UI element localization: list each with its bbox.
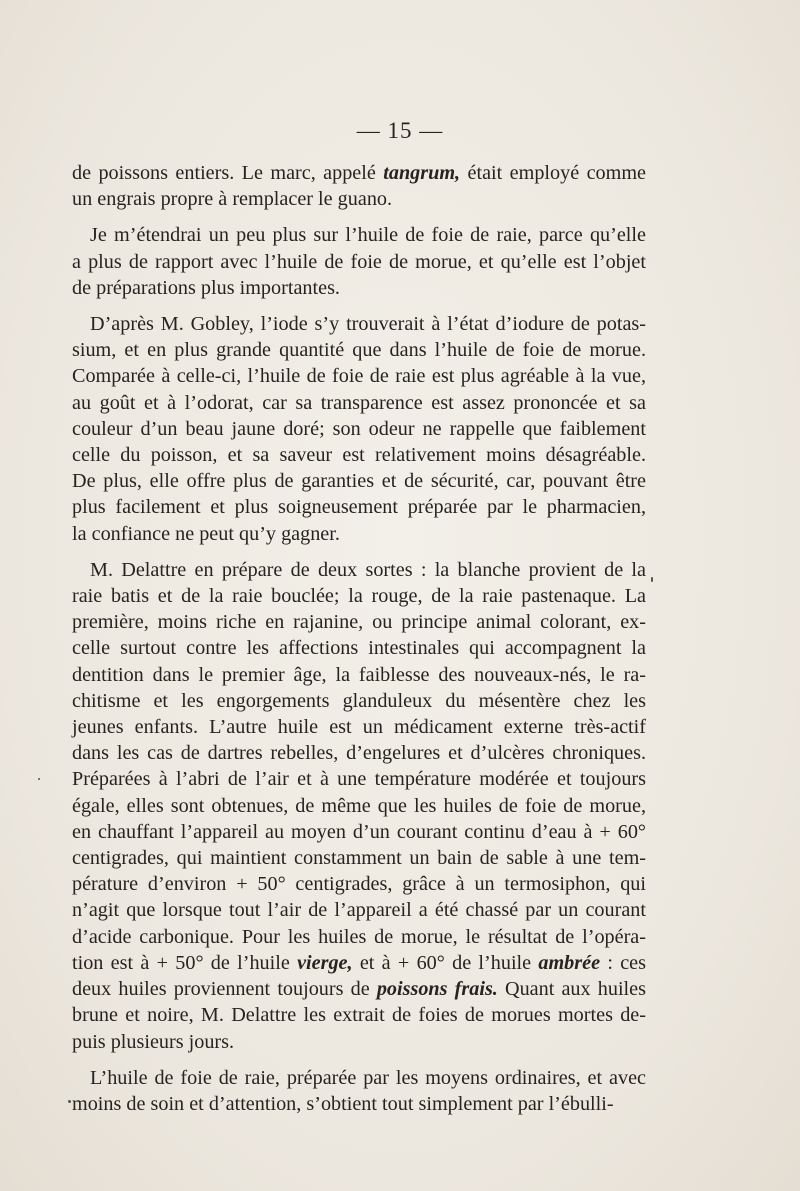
text-run: plus facilement et plus soigneusement préparée par le pharmacien, (72, 496, 646, 519)
text-run: deux huiles proviennent toujours de (72, 978, 377, 1001)
text-line (72, 976, 646, 1002)
text-run: était employé comme (460, 162, 646, 184)
text-run: M. Delattre en prépare de deux sortes : la blanche provient de la (90, 558, 646, 581)
text-line (72, 363, 646, 389)
paragraph (72, 311, 646, 547)
text-run: un engrais propre à remplacer le guano. (72, 188, 393, 211)
text-run: raie batis et de la raie bouclée; la rouge, de la raie pastenaque. La (72, 585, 646, 608)
text-run: couleur d’un beau jaune doré; son odeur ne rappelle que faiblement (72, 417, 646, 440)
text-line (72, 468, 646, 494)
text-line (72, 950, 646, 976)
text-run: Quant aux huiles (497, 978, 646, 1001)
text-run: De plus, elle offre plus de garanties et de sécurité, car, pouvant être (72, 470, 646, 493)
paragraph (72, 1065, 646, 1117)
text-run: jeunes enfants. L’autre huile est un médicament externe très-actif (72, 716, 646, 739)
text-run: Préparées à l’abri de l’air et à une température modérée et toujours (72, 768, 646, 791)
text-run: de poissons entiers. Le marc, appelé (72, 162, 384, 184)
text-run: égale, elles sont obtenues, de même que les huiles de foie de morue, (72, 794, 646, 817)
italic-term: ambrée (538, 951, 601, 974)
text-line (72, 609, 646, 635)
text-line (72, 494, 646, 520)
text-line (72, 337, 646, 363)
text-line (72, 390, 646, 416)
text-run: en chauffant l’appareil au moyen d’un courant continu d’eau à + 60° (72, 820, 646, 843)
paper-speck (651, 577, 653, 582)
text-line (72, 521, 646, 547)
text-line (72, 249, 646, 275)
text-run: d’acide carbonique. Pour les huiles de morue, le résultat de l’opéra- (72, 925, 646, 948)
text-line (72, 222, 646, 248)
text-run: de préparations plus importantes. (72, 276, 340, 299)
text-run: L’huile de foie de raie, préparée par les moyens ordinaires, et avec (90, 1066, 646, 1089)
text-line (72, 311, 646, 337)
text-run: celle surtout contre les affections intestinales qui accompagnent la (72, 637, 646, 660)
text-line (72, 662, 646, 688)
text-line (72, 897, 646, 923)
paragraph (72, 222, 646, 301)
text-run: a plus de rapport avec l’huile de foie de morue, et qu’elle est l’objet (72, 250, 646, 273)
text-run: moins de soin et d’attention, s’obtient tout simplement par l’ébulli- (72, 1092, 614, 1115)
text-line (72, 275, 646, 301)
page-number: — 15 — (356, 118, 444, 143)
text-line (72, 635, 646, 661)
text-run: sium, et en plus grande quantité que dans l’huile de foie de morue. (72, 339, 646, 362)
text-run: au goût et à l’odorat, car sa transparence est assez prononcée et sa (72, 391, 646, 414)
text-line (72, 740, 646, 766)
paragraph (72, 557, 646, 1055)
text-line (72, 416, 646, 442)
paragraph (72, 160, 646, 212)
text-run: D’après M. Gobley, l’iode s’y trouverait à l’état d’iodure de potas- (90, 313, 646, 336)
text-line (72, 819, 646, 845)
text-run: pérature d’environ + 50° centigrades, grâce à un termosiphon, qui (72, 873, 646, 896)
text-run: n’agit que lorsque tout l’air de l’appareil a été chassé par un courant (72, 899, 646, 922)
text-line (72, 793, 646, 819)
text-line (72, 160, 646, 186)
text-run: brune et noire, M. Delattre les extrait de foies de morues mortes de- (72, 1004, 646, 1027)
text-line (72, 845, 646, 871)
italic-term: tangrum, (383, 162, 461, 184)
text-run: chitisme et les engorgements glanduleux du mésentère chez les (72, 689, 646, 712)
text-line (72, 766, 646, 792)
text-line (72, 924, 646, 950)
paper-speck (68, 1100, 71, 1103)
text-line (72, 871, 646, 897)
text-line (72, 1029, 646, 1055)
paper-speck (38, 778, 40, 780)
text-run: Comparée à celle-ci, l’huile de foie de raie est plus agréable à la vue, (72, 365, 646, 388)
text-run: dentition dans le premier âge, la faiblesse des nouveaux-nés, le ra- (72, 663, 646, 686)
body-text (72, 160, 646, 1117)
italic-term: vierge, (297, 951, 353, 974)
text-run: celle du poisson, et sa saveur est relativement moins désagréable. (72, 444, 646, 467)
italic-term: poissons frais. (376, 978, 498, 1001)
text-run: tion est à + 50° de l’huile (72, 951, 298, 974)
text-run: la confiance ne peut qu’y gagner. (72, 522, 340, 545)
text-run: centigrades, qui maintient constamment un bain de sable à une tem- (72, 847, 646, 870)
text-line (72, 1091, 646, 1117)
text-line (72, 583, 646, 609)
text-run: : ces (600, 951, 646, 974)
text-run: première, moins riche en rajanine, ou principe animal colorant, ex- (72, 611, 646, 634)
text-line (72, 714, 646, 740)
text-run: puis plusieurs jours. (72, 1030, 235, 1053)
text-line (72, 1002, 646, 1028)
text-run: Je m’étendrai un peu plus sur l’huile de foie de raie, parce qu’elle (90, 224, 646, 247)
text-line (72, 442, 646, 468)
text-line (72, 688, 646, 714)
text-run: et à + 60° de l’huile (352, 951, 539, 974)
text-line (72, 557, 646, 583)
text-run: dans les cas de dartres rebelles, d’engelures et d’ulcères chroniques. (72, 742, 646, 765)
text-line (72, 1065, 646, 1091)
text-line (72, 186, 646, 212)
